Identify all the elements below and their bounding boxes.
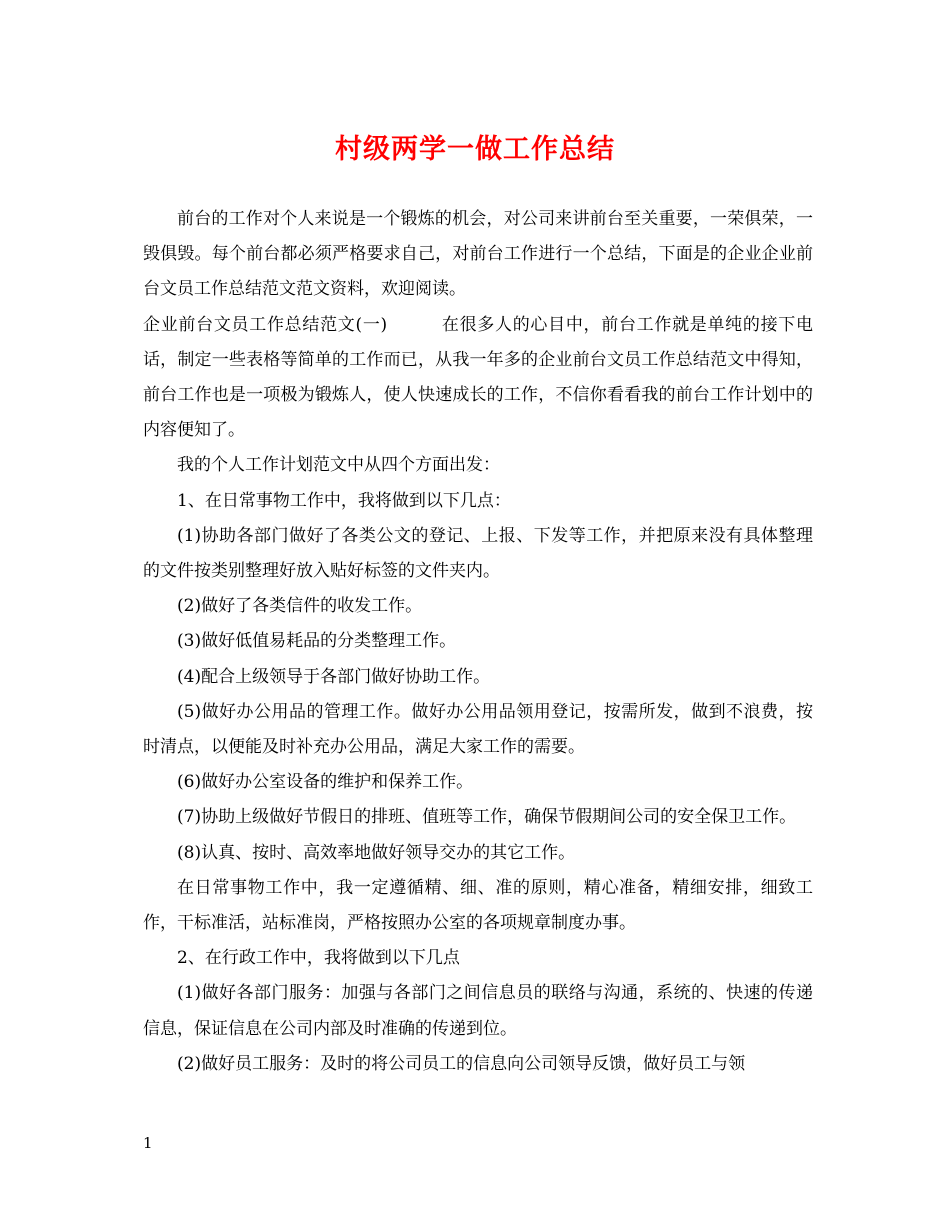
admin-list-item-2: (2)做好员工服务：及时的将公司员工的信息向公司领导反馈，做好员工与领 — [177, 1053, 746, 1074]
list-item-8: (8)认真、按时、高效率地做好领导交办的其它工作。 — [177, 842, 576, 863]
document-body — [143, 202, 813, 1082]
document-title: 村级两学一做工作总结 — [335, 134, 615, 165]
admin-list-item-1: (1)做好各部门服务：加强与各部门之间信息员的联络与沟通，系统的、快速的传递信息，保证信息在公司内部及时准确的传递到位。 — [143, 983, 813, 1039]
paragraph-intro: 前台的工作对个人来说是一个锻炼的机会，对公司来讲前台至关重要，一荣俱荣，一毁俱毁。每个前台都必须严格要求自己，对前台工作进行一个总结，下面是的企业企业前台文员工作总结范文范文资料，欢迎阅读。 — [143, 209, 813, 300]
paragraph-four-aspects: 我的个人工作计划范文中从四个方面出发： — [177, 455, 500, 476]
list-heading-daily-work: 1、在日常事物工作中，我将做到以下几点： — [177, 490, 511, 511]
list-item-7: (7)协助上级做好节假日的排班、值班等工作，确保节假期间公司的安全保卫工作。 — [177, 807, 797, 828]
paragraph-front-desk-view: 在很多人的心目中，前台工作就是单纯的接下电话，制定一些表格等简单的工作而已，从我一年多的企业前台文员工作总结范文中得知，前台工作也是一项极为锻炼人，使人快速成长的工作，不信你看看我的前台工作计划中的内容便知了。 — [143, 314, 814, 441]
list-item-1: (1)协助各部门做好了各类公文的登记、上报、下发等工作，并把原来没有具体整理的文件按类别整理好放入贴好标签的文件夹内。 — [143, 525, 813, 582]
list-item-2: (2)做好了各类信件的收发工作。 — [177, 596, 423, 617]
paragraph-daily-principles: 在日常事物工作中，我一定遵循精、细、准的原则，精心准备，精细安排，细致工作，干标准活，站标准岗，严格按照办公室的各项规章制度办事。 — [143, 877, 813, 934]
list-item-6: (6)做好办公室设备的维护和保养工作。 — [177, 772, 474, 793]
list-item-4: (4)配合上级领导于各部门做好协助工作。 — [177, 666, 491, 687]
page-number: 1 — [143, 1134, 153, 1152]
section-heading-one: 企业前台文员工作总结范文(一) — [143, 314, 388, 335]
paragraph-section-heading-combined — [143, 308, 813, 449]
list-item-5: (5)做好办公用品的管理工作。做好办公用品领用登记，按需所发，做到不浪费，按时清点，以便能及时补充办公用品，满足大家工作的需要。 — [143, 701, 813, 758]
list-item-3: (3)做好低值易耗品的分类整理工作。 — [177, 631, 457, 652]
list-heading-admin-work: 2、在行政工作中，我将做到以下几点 — [177, 948, 460, 969]
